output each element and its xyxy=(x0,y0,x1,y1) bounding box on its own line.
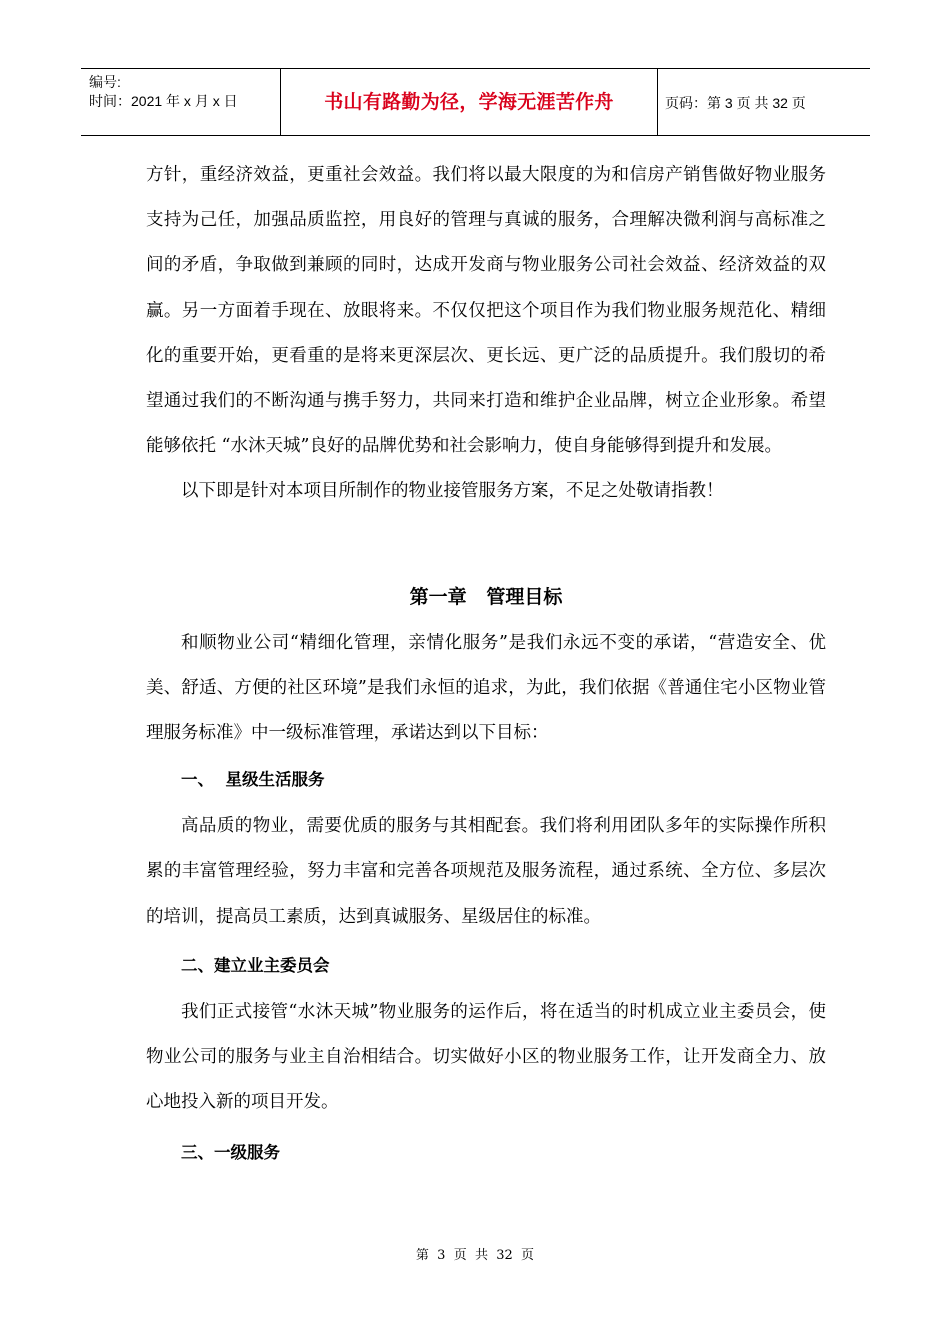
body-paragraph-continued: 方针，重经济效益，更重社会效益。我们将以最大限度的为和信房产销售做好物业服务支持为己任，加强品质监控，用良好的管理与真诚的服务，合理解决微利润与高标准之间的矛盾，争取做到兼顾的同时，达成开发商与物业服务公司社会效益、经济效益的双赢。另一方面着手现在、放眼将来。不仅仅把这个项目作为我们物业服务规范化、精细化的重要开始，更看重的是将来更深层次、更长远、更广泛的品质提升。我们殷切的希望通过我们的不断沟通与携手努力，共同来打造和维护企业品牌，树立企业形象。希望能够依托 “水沐天城”良好的品牌优势和社会影响力，使自身能够得到提升和发展。 xyxy=(146,165,826,457)
document-date-label: 时间：2021 年 x 月 x 日 xyxy=(89,93,238,109)
document-body xyxy=(146,153,826,1177)
chapter-intro-paragraph: 和顺物业公司“精细化管理，亲情化服务”是我们永远不变的承诺，“营造安全、优美、舒适、方便的社区环境”是我们永恒的追求，为此，我们依据《普通住宅小区物业管理服务标准》中一级标准管理，承诺达到以下目标： xyxy=(146,632,826,744)
chapter-title: 第一章 管理目标 xyxy=(409,585,563,608)
section-heading-star-service: 一、 星级生活服务 xyxy=(181,770,325,790)
section-text-star-service: 高品质的物业，需要优质的服务与其相配套。我们将利用团队多年的实际操作所积累的丰富管理经验，努力丰富和完善各项规范及服务流程，通过系统、全方位、多层次的培训，提高员工素质，达到真诚服务、星级居住的标准。 xyxy=(146,816,826,927)
page-footer-number: 第 3 页 共 32 页 xyxy=(415,1248,535,1263)
header-meta-cell xyxy=(81,69,281,135)
section-heading-first-class-service: 三、一级服务 xyxy=(181,1143,280,1163)
document-number-label: 编号: xyxy=(89,74,121,90)
section-text-owners-committee: 我们正式接管“水沐天城”物业服务的运作后，将在适当的时机成立业主委员会，使物业公司的服务与业主自治相结合。切实做好小区的物业服务工作，让开发商全力、放心地投入新的项目开发。 xyxy=(146,1001,826,1113)
header-page-indicator: 页码：第 3 页 共 32 页 xyxy=(665,95,806,111)
header-motto: 书山有路勤为径，学海无涯苦作舟 xyxy=(281,69,658,135)
spacer xyxy=(146,515,826,575)
page-header xyxy=(81,68,870,136)
body-paragraph-preface-closing: 以下即是针对本项目所制作的物业接管服务方案，不足之处敬请指教！ xyxy=(181,481,724,502)
section-heading-owners-committee: 二、建立业主委员会 xyxy=(181,955,330,975)
